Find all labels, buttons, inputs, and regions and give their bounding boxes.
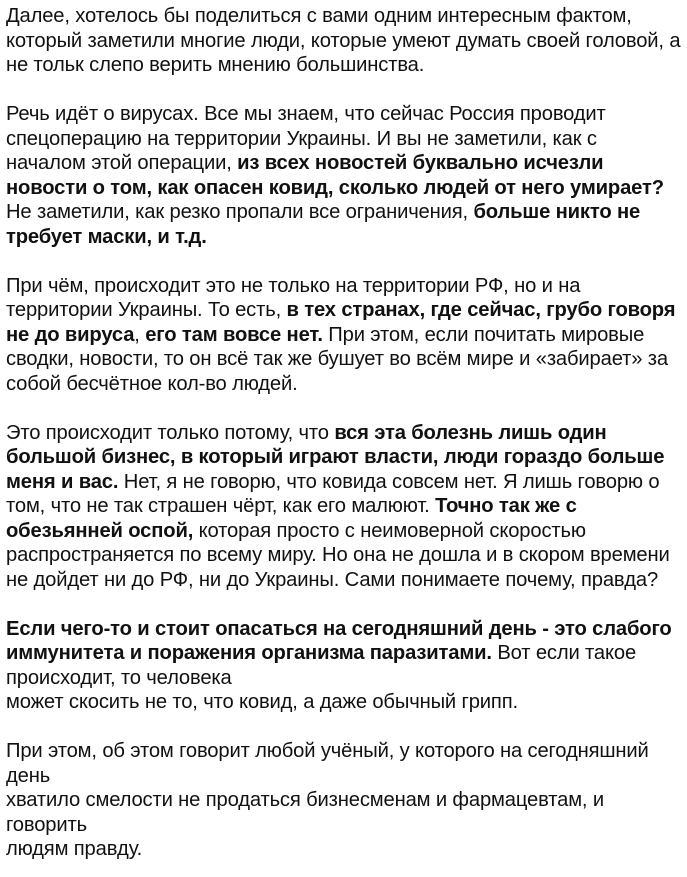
bold-text: его там вовсе нет. (145, 323, 323, 346)
paragraph (6, 421, 682, 593)
body-text: хватило смелости не продаться бизнесменам и фармацевтам, и говорить (6, 789, 604, 836)
paragraph (6, 739, 682, 862)
document-body (6, 4, 682, 862)
body-text: , (134, 323, 146, 346)
body-text: людям правду. (6, 838, 143, 860)
body-text: При этом, если почитать мировые сводки, новости, то он всё так же бушует во всём мире и «забирает» за собой бесчётное кол-во людей. (6, 323, 668, 395)
body-text: Далее, хотелось бы поделиться с вами одним интересным фактом, который заметили многие люди, которые умеют думать своей головой, а не тольк слепо верить мнению большинства. (6, 5, 681, 76)
bold-text: Точно так же с обезьянней оспой, (6, 495, 577, 542)
body-text: Это происходит только потому, что (6, 421, 335, 444)
body-text: Речь идёт о вирусах. Все мы знаем, что сейчас Россия проводит спецоперацию на территории Украины. И вы не заметили, как с началом этой операции, (6, 103, 606, 174)
paragraph (6, 274, 682, 397)
bold-text: в тех странах, где сейчас, грубо говоря не до вируса (6, 299, 676, 346)
body-text: которая просто с неимоверной скоростью распространяется по всему миру. Но она не дошла и в скором времени не дойдет ни до РФ, ни до Украины. Сами понимаете почему, правда? (6, 519, 670, 591)
paragraph (6, 617, 682, 715)
paragraph (6, 4, 682, 78)
body-text: может скосить не то, что ковид, а даже обычный грипп. (6, 691, 518, 713)
bold-text: вся эта болезнь лишь один большой бизнес, в который играют власти, люди гораздо больше меня и вас. (6, 421, 665, 493)
body-text: Вот если такое происходит, то человека (6, 642, 637, 689)
paragraph (6, 102, 682, 249)
body-text: Не заметили, как резко пропали все ограничения, (6, 201, 474, 223)
body-text: При этом, об этом говорит любой учёный, у которого на сегодняшний день (6, 740, 649, 787)
bold-text: больше никто не требует маски, и т.д. (6, 201, 641, 248)
body-text: Нет, я не говорю, что ковида совсем нет. Я лишь говорю о том, что не так страшен чёрт, как его малюют. (6, 470, 660, 517)
bold-text: Если чего-то и стоит опасаться на сегодняшний день - это слабого иммунитета и поражения организма паразитами. (6, 617, 672, 664)
body-text: При чём, происходит это не только на территории РФ, но и на территории Украины. То есть, (6, 274, 581, 321)
bold-text: из всех новостей буквально исчезли новости о том, как опасен ковид, сколько людей от него умирает? (6, 152, 664, 199)
